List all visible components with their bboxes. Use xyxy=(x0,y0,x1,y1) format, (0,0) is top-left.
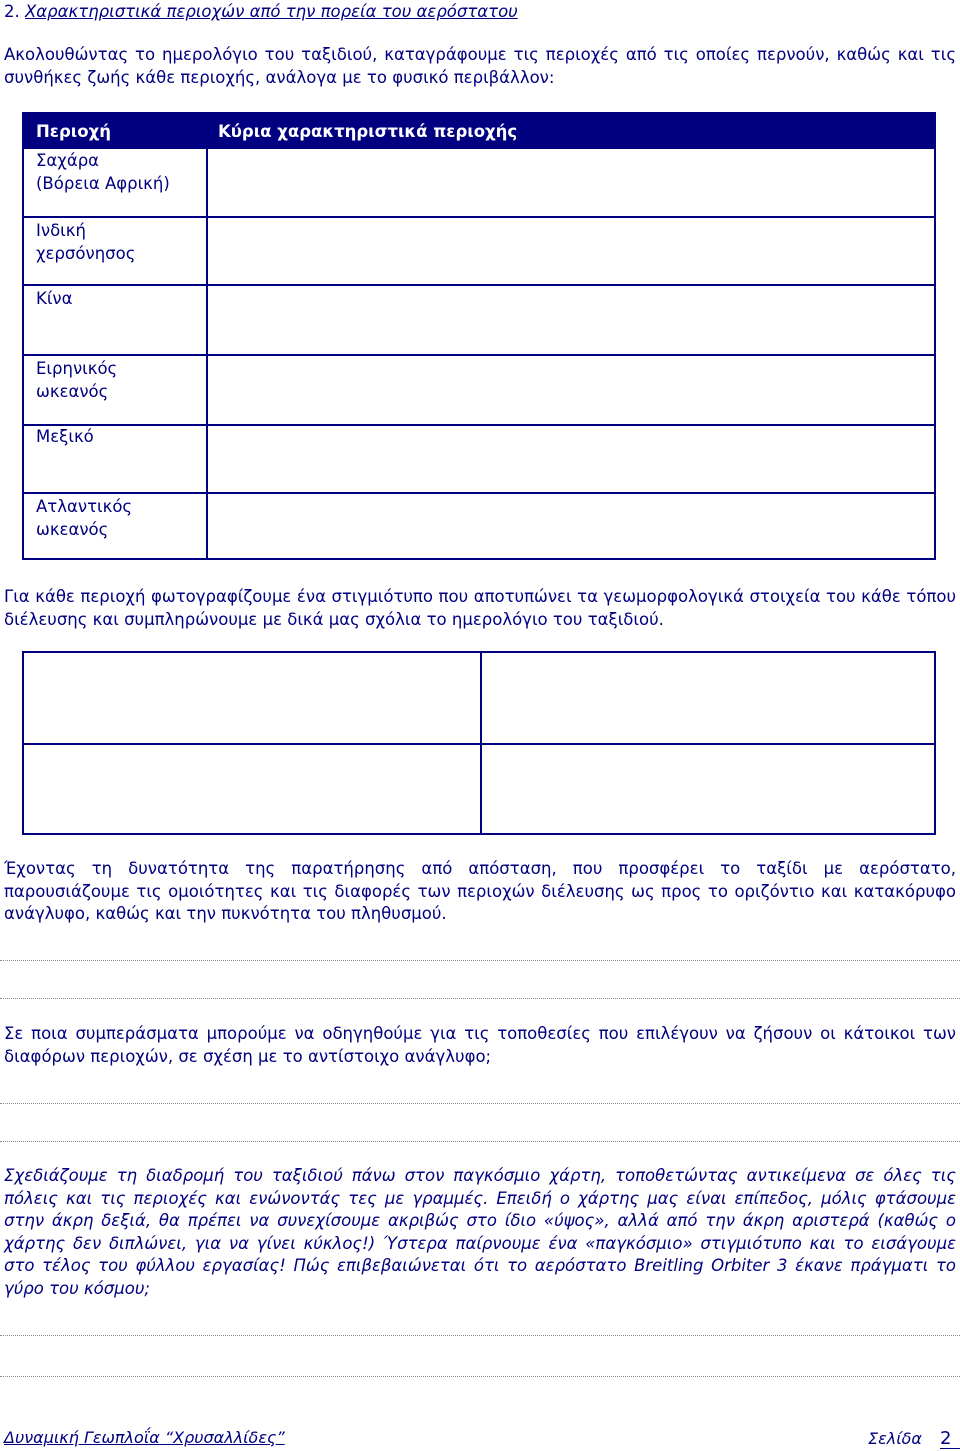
map-task-paragraph: Σχεδιάζουμε τη διαδρομή του ταξιδιού πάνω στον παγκόσμιο χάρτη, τοποθετώντας αντικείμενα σε όλες τις πόλεις και τις περιοχές και ενώνοντάς τες με γραμμές. Επειδή ο χάρτης μας είναι επίπεδος, μόλις φτάσουμε στην άκρη δεξιά, θα πρέπει να συνεχίσουμε ακριβώς στο ίδιο «ύψος», αλλά από την άκρη αριστερά (καθώς ο χάρτης δεν διπλώνει, για να γίνει κύκλος!) Ύστερα παίρνουμε ένα «παγκόσμιο» στιγμιότυπο και το εισάγουμε στο τέλος του φύλλου εργασίας! Πώς επιβεβαιώνεται ότι το αερόστατο Breitling Orbiter 3 έκανε πράγματι το γύρο του κόσμου; xyxy=(4,1166,956,1298)
question-settlement-conclusions: Σε ποια συμπεράσματα μπορούμε να οδηγηθούμε για τις τοποθεσίες που επιλέγουν να ζήσουν οι κάτοικοι των διαφόρων περιοχών, σε σχέση με το αντίστοιχο ανάγλυφο; xyxy=(4,1024,956,1066)
row-separator xyxy=(24,354,934,356)
section-number: 2. xyxy=(4,2,20,21)
region-atlantic: Ατλαντικός ωκεανός xyxy=(36,497,133,539)
region-indian-peninsula: Ινδική χερσόνησος xyxy=(36,221,136,263)
footer-rule xyxy=(940,1448,960,1449)
row-separator xyxy=(24,492,934,494)
page-number: 2 xyxy=(939,1428,952,1449)
page-label: Σελίδα xyxy=(868,1429,922,1448)
footer-title: Δυναμική Γεωπλοΐα “Χρυσαλλίδες” xyxy=(4,1428,285,1447)
region-sahara: Σαχάρα (Βόρεια Αφρική) xyxy=(36,151,170,193)
section-title: Χαρακτηριστικά περιοχών από την πορεία του αερόστατου xyxy=(25,2,518,21)
row-separator xyxy=(24,216,934,218)
region-pacific: Ειρηνικός ωκεανός xyxy=(36,359,118,401)
row-separator xyxy=(24,424,934,426)
region-china: Κίνα xyxy=(36,289,73,308)
footer-page xyxy=(868,1428,951,1449)
photo-slot[interactable] xyxy=(24,653,480,743)
answer-line[interactable] xyxy=(0,960,960,961)
photo-grid xyxy=(22,651,936,835)
row-separator xyxy=(24,284,934,286)
answer-line[interactable] xyxy=(0,1141,960,1142)
section-heading xyxy=(4,2,518,21)
column-header-features: Κύρια χαρακτηριστικά περιοχής xyxy=(218,122,518,141)
answer-line[interactable] xyxy=(0,1376,960,1377)
region-mexico: Μεξικό xyxy=(36,427,94,446)
answer-line[interactable] xyxy=(0,1335,960,1336)
region-table xyxy=(22,112,936,560)
question-relief-comparison: Έχοντας τη δυνατότητα της παρατήρησης από απόσταση, που προσφέρει το ταξίδι με αερόστατο, παρουσιάζουμε τις ομοιότητες και τις διαφορές των περιοχών διέλευσης ως προς το οριζόντιο και κατακόρυφο ανάγλυφο, καθώς και την πυκνότητα του πληθυσμού. xyxy=(4,859,956,923)
answer-line[interactable] xyxy=(0,998,960,999)
photo-instruction: Για κάθε περιοχή φωτογραφίζουμε ένα στιγμιότυπο που αποτυπώνει τα γεωμορφολογικά στοιχεία του κάθε τόπου διέλευσης και συμπληρώνουμε με δικά μας σχόλια το ημερολόγιο του ταξιδιού. xyxy=(4,587,956,629)
photo-slot[interactable] xyxy=(482,745,934,833)
answer-line[interactable] xyxy=(0,1103,960,1104)
photo-slot[interactable] xyxy=(24,745,480,833)
photo-slot[interactable] xyxy=(482,653,934,743)
intro-paragraph: Ακολουθώντας το ημερολόγιο του ταξιδιού, καταγράφουμε τις περιοχές από τις οποίες περνούν, καθώς και τις συνθήκες ζωής κάθε περιοχής, ανάλογα με το φυσικό περιβάλλον: xyxy=(4,45,956,87)
column-header-region: Περιοχή xyxy=(36,122,111,141)
